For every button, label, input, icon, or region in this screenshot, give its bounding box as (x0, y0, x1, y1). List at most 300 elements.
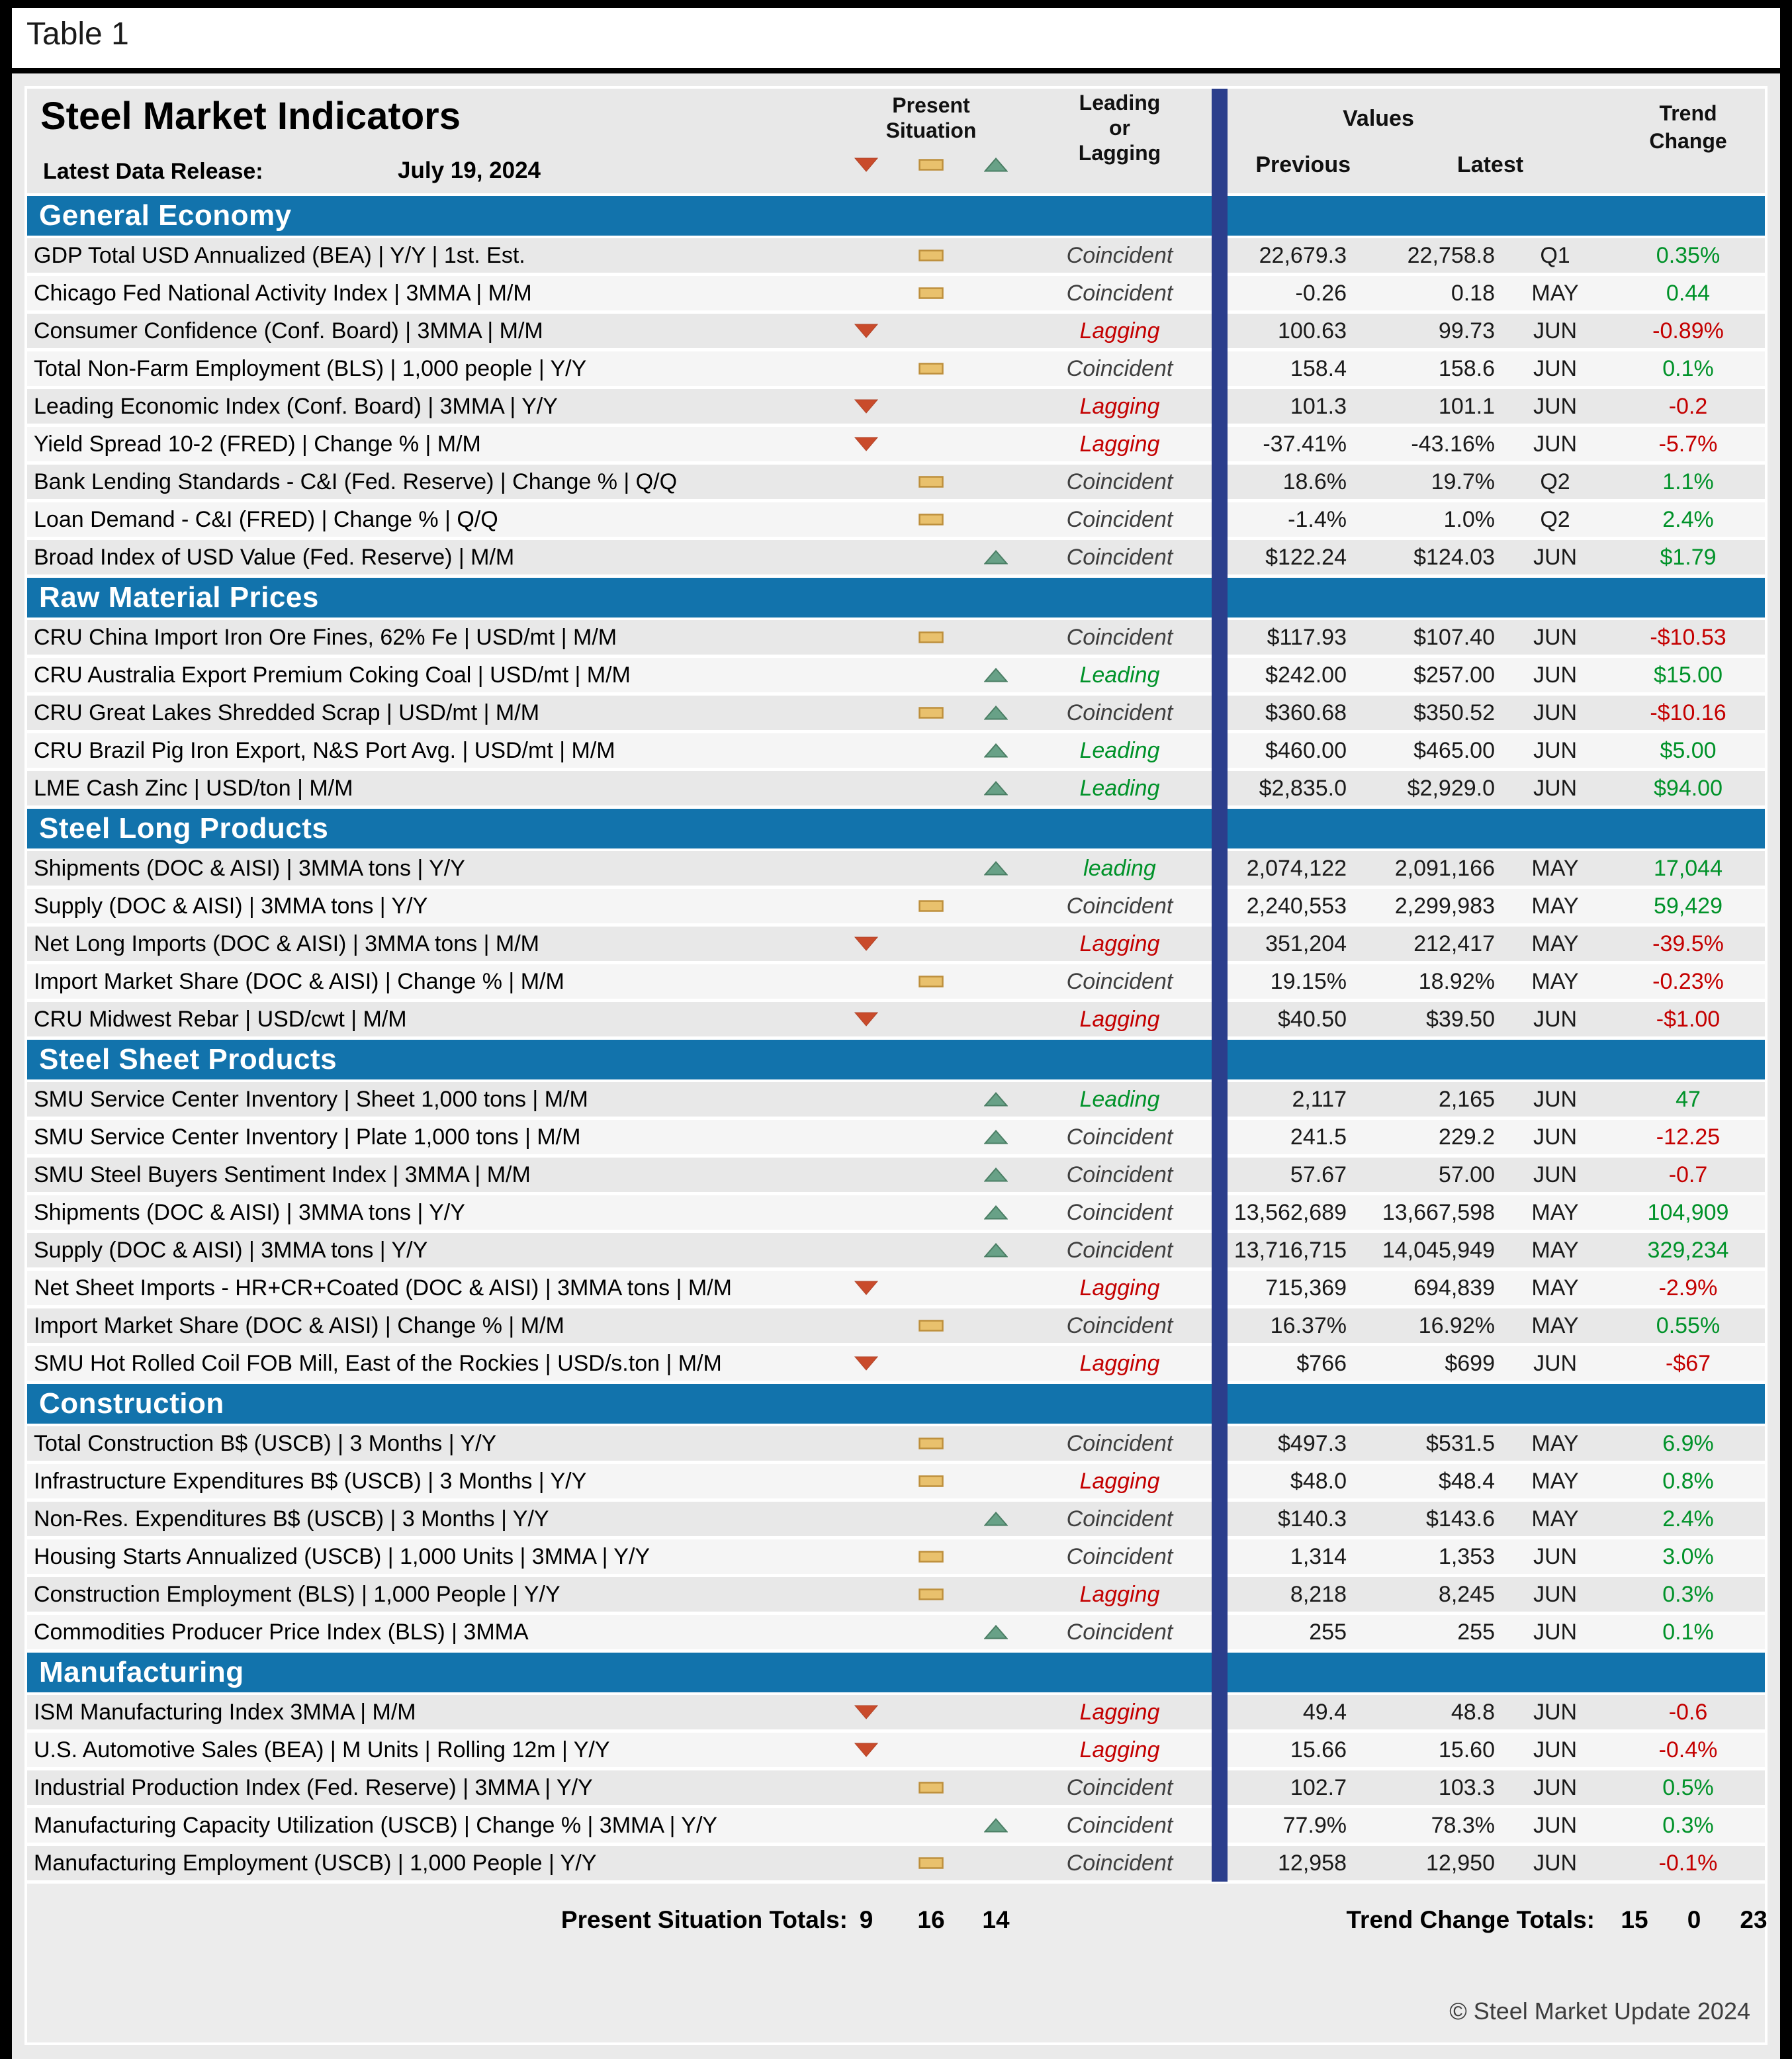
previous-value: -0.26 (1295, 280, 1347, 306)
leading-lagging-value: Coincident (1066, 355, 1173, 381)
previous-value: 18.6% (1282, 469, 1347, 494)
trend-totals-flat: 0 (1687, 1906, 1701, 1933)
trend-change-value: $94.00 (1654, 775, 1723, 801)
up-arrow-icon (984, 781, 1008, 796)
legend-up-icon-slot (984, 158, 1008, 172)
indicator-name: SMU Hot Rolled Coil FOB Mill, East of the Rockies | USD/s.ton | M/M (34, 1350, 722, 1376)
trend-change-value: 0.55% (1656, 1312, 1721, 1338)
leading-lagging-value: Coincident (1066, 700, 1173, 725)
trend-change-value: -39.5% (1652, 931, 1724, 956)
period-value: MAY (1531, 1275, 1579, 1301)
latest-value: -43.16% (1411, 431, 1495, 457)
table-row (27, 1426, 1765, 1461)
flat-dash-icon (918, 1782, 944, 1794)
trend-change-value: 59,429 (1654, 893, 1723, 919)
up-arrow-icon (984, 1167, 1008, 1182)
trend-change-value: 17,044 (1654, 855, 1723, 881)
latest-value: 103.3 (1438, 1774, 1495, 1800)
latest-value: $143.6 (1426, 1506, 1495, 1532)
period-value: JUN (1533, 431, 1578, 457)
table-row (27, 1271, 1765, 1305)
flat-dash-icon (918, 476, 944, 488)
leading-lagging-value: Coincident (1066, 506, 1173, 532)
leading-lagging-value: Lagging (1079, 1006, 1160, 1032)
section-title: Construction (39, 1387, 224, 1420)
present-situation-flat-cell (898, 1475, 964, 1487)
trend-change-value: -0.89% (1652, 318, 1724, 343)
trend-change-value: 0.1% (1662, 355, 1714, 381)
period-value: JUN (1533, 662, 1578, 688)
trend-change-value: 1.1% (1662, 469, 1714, 494)
period-value: JUN (1533, 1699, 1578, 1725)
leading-lagging-value: Lagging (1079, 318, 1160, 343)
up-arrow-icon (984, 1205, 1008, 1220)
previous-value: 241.5 (1290, 1124, 1347, 1150)
leading-lagging-value: Leading (1079, 775, 1160, 801)
trend-change-value: 0.35% (1656, 242, 1721, 268)
present-situation-up-cell (964, 1818, 1028, 1833)
leading-lagging-value: Leading (1079, 1086, 1160, 1112)
trend-change-value: -$10.53 (1650, 624, 1726, 650)
down-arrow-icon (854, 1012, 878, 1027)
present-situation-down-cell (834, 1012, 898, 1027)
trend-totals-up: 23 (1740, 1906, 1768, 1933)
present-situation-up-cell (964, 668, 1028, 682)
previous-value: 12,958 (1278, 1850, 1347, 1876)
previous-value: 16.37% (1270, 1312, 1347, 1338)
latest-value: 2,299,983 (1394, 893, 1495, 919)
indicator-name: Construction Employment (BLS) | 1,000 People | Y/Y (34, 1581, 560, 1607)
page-background (12, 73, 1780, 2059)
period-value: MAY (1531, 280, 1579, 306)
flat-dash-icon (918, 976, 944, 987)
up-arrow-icon (984, 158, 1008, 172)
leading-lagging-value: Lagging (1079, 431, 1160, 457)
previous-value: 49.4 (1302, 1699, 1347, 1725)
table-row (27, 1346, 1765, 1381)
table-row (27, 1577, 1765, 1612)
table-row (27, 465, 1765, 499)
table-row (27, 1695, 1765, 1729)
period-value: JUN (1533, 1124, 1578, 1150)
section-header-bar (27, 809, 1765, 848)
latest-value: $465.00 (1413, 737, 1495, 763)
leading-lagging-value: Lagging (1079, 1350, 1160, 1376)
leading-lagging-value: Coincident (1066, 1543, 1173, 1569)
present-situation-up-cell (964, 1625, 1028, 1639)
table-row (27, 238, 1765, 273)
trend-change-value: -0.6 (1668, 1699, 1708, 1725)
previous-value: $360.68 (1265, 700, 1347, 725)
previous-value: 101.3 (1290, 393, 1347, 419)
period-value: JUN (1533, 1850, 1578, 1876)
indicator-name: Shipments (DOC & AISI) | 3MMA tons | Y/Y (34, 1199, 465, 1225)
period-value: MAY (1531, 1237, 1579, 1263)
previous-value: 13,716,715 (1233, 1237, 1347, 1263)
indicator-name: Commodities Producer Price Index (BLS) | 3MMA (34, 1619, 529, 1645)
previous-value: 2,240,553 (1246, 893, 1347, 919)
period-value: JUN (1533, 544, 1578, 570)
indicator-name: SMU Service Center Inventory | Plate 1,000 tons | M/M (34, 1124, 581, 1150)
period-value: Q2 (1540, 469, 1570, 494)
section-rows (27, 620, 1765, 805)
trend-change-value: 2.4% (1662, 506, 1714, 532)
trend-change-value: $15.00 (1654, 662, 1723, 688)
trend-change-value: -0.23% (1652, 968, 1724, 994)
previous-value: 351,204 (1265, 931, 1347, 956)
period-value: JUN (1533, 1581, 1578, 1607)
copyright-notice: © Steel Market Update 2024 (1449, 1997, 1750, 2025)
previous-value: $460.00 (1265, 737, 1347, 763)
latest-value: 22,758.8 (1407, 242, 1495, 268)
period-value: MAY (1531, 968, 1579, 994)
present-situation-down-cell (834, 1356, 898, 1371)
previous-value: 19.15% (1270, 968, 1347, 994)
present-situation-flat-cell (898, 476, 964, 488)
latest-value: 158.6 (1438, 355, 1495, 381)
flat-dash-icon (918, 707, 944, 719)
values-divider-bar (1212, 89, 1228, 1882)
previous-value: 100.63 (1278, 318, 1347, 343)
latest-value: $107.40 (1413, 624, 1495, 650)
down-arrow-icon (854, 937, 878, 951)
present-situation-up-cell (964, 550, 1028, 565)
latest-value: $2,929.0 (1407, 775, 1495, 801)
latest-value: 694,839 (1413, 1275, 1495, 1301)
leading-lagging-value: Lagging (1079, 1737, 1160, 1762)
page-title: Steel Market Indicators (40, 95, 461, 138)
release-label: Latest Data Release: (43, 159, 263, 184)
present-situation-flat-cell (898, 1588, 964, 1600)
flat-dash-icon (918, 287, 944, 299)
indicator-name: ISM Manufacturing Index 3MMA | M/M (34, 1699, 416, 1725)
section-rows (27, 1695, 1765, 1880)
leading-lagging-value: Coincident (1066, 1312, 1173, 1338)
down-arrow-icon (854, 1281, 878, 1295)
trend-change-value: -2.9% (1658, 1275, 1718, 1301)
flat-dash-icon (918, 1475, 944, 1487)
period-value: JUN (1533, 775, 1578, 801)
indicator-name: SMU Steel Buyers Sentiment Index | 3MMA | M/M (34, 1162, 531, 1187)
sections-root (27, 196, 1765, 1880)
period-value: JUN (1533, 737, 1578, 763)
section-title: Manufacturing (39, 1656, 244, 1688)
trend-change-value: -0.7 (1668, 1162, 1708, 1187)
indicator-name: CRU Great Lakes Shredded Scrap | USD/mt | M/M (34, 700, 540, 725)
period-value: JUN (1533, 624, 1578, 650)
period-value: JUN (1533, 1737, 1578, 1762)
table-row (27, 502, 1765, 537)
trend-change-value: 0.1% (1662, 1619, 1714, 1645)
release-date: July 19, 2024 (398, 158, 541, 183)
up-arrow-icon (984, 668, 1008, 682)
indicator-name: Supply (DOC & AISI) | 3MMA tons | Y/Y (34, 893, 428, 919)
section-title: Steel Sheet Products (39, 1043, 337, 1075)
trend-change-value: 0.3% (1662, 1812, 1714, 1838)
latest-value: 229.2 (1438, 1124, 1495, 1150)
latest-value: 255 (1457, 1619, 1495, 1645)
period-value: JUN (1533, 318, 1578, 343)
trend-change-value: 3.0% (1662, 1543, 1714, 1569)
top-rule (12, 68, 1780, 73)
latest-value: 2,091,166 (1394, 855, 1495, 881)
indicator-name: Net Long Imports (DOC & AISI) | 3MMA tons | M/M (34, 931, 539, 956)
indicator-name: Non-Res. Expenditures B$ (USCB) | 3 Months | Y/Y (34, 1506, 549, 1532)
table-label: Table 1 (26, 17, 129, 52)
table-row (27, 1233, 1765, 1267)
leading-lagging-value: Lagging (1079, 1468, 1160, 1494)
table-row (27, 889, 1765, 923)
period-value: MAY (1531, 1312, 1579, 1338)
table-row (27, 1158, 1765, 1192)
down-arrow-icon (854, 324, 878, 338)
down-arrow-icon (854, 158, 878, 172)
period-value: MAY (1531, 931, 1579, 956)
present-situation-totals-label: Present Situation Totals: (560, 1906, 848, 1933)
table-row (27, 1120, 1765, 1154)
column-header-present-situation: Present Situation (885, 93, 977, 142)
table-row (27, 964, 1765, 999)
section-header-bar (27, 1653, 1765, 1692)
trend-change-value: -5.7% (1658, 431, 1718, 457)
latest-value: $257.00 (1413, 662, 1495, 688)
leading-lagging-value: Lagging (1079, 1699, 1160, 1725)
period-value: MAY (1531, 855, 1579, 881)
previous-value: 255 (1309, 1619, 1347, 1645)
present-situation-up-cell (964, 1512, 1028, 1526)
leading-lagging-value: Coincident (1066, 1850, 1173, 1876)
present-totals-down: 9 (859, 1906, 874, 1933)
leading-lagging-value: Coincident (1066, 1774, 1173, 1800)
present-situation-flat-cell (898, 976, 964, 987)
column-header-leading-or-lagging: Leading or Lagging (1078, 91, 1161, 165)
leading-lagging-value: Coincident (1066, 1237, 1173, 1263)
table-section (27, 1040, 1765, 1381)
section-rows (27, 1082, 1765, 1381)
flat-dash-icon (918, 1588, 944, 1600)
present-situation-down-cell (834, 1743, 898, 1757)
trend-change-value: 0.3% (1662, 1581, 1714, 1607)
trend-change-value: 0.44 (1666, 280, 1711, 306)
flat-dash-icon (918, 250, 944, 261)
trend-totals-down: 15 (1621, 1906, 1648, 1933)
present-situation-flat-cell (898, 363, 964, 375)
latest-value: 1.0% (1443, 506, 1495, 532)
table-row (27, 1539, 1765, 1574)
previous-value: 2,074,122 (1246, 855, 1347, 881)
leading-lagging-value: Coincident (1066, 1199, 1173, 1225)
present-situation-legend (834, 158, 1028, 172)
present-situation-up-cell (964, 1243, 1028, 1258)
up-arrow-icon (984, 550, 1008, 565)
present-situation-down-cell (834, 1281, 898, 1295)
period-value: JUN (1533, 1162, 1578, 1187)
latest-value: 18.92% (1418, 968, 1495, 994)
indicator-name: Loan Demand - C&I (FRED) | Change % | Q/Q (34, 506, 498, 532)
leading-lagging-value: Coincident (1066, 1162, 1173, 1187)
trend-change-value: -0.1% (1658, 1850, 1718, 1876)
previous-value: 22,679.3 (1259, 242, 1347, 268)
table-row (27, 1615, 1765, 1649)
table-row (27, 540, 1765, 574)
leading-lagging-value: Leading (1079, 737, 1160, 763)
table-section (27, 1384, 1765, 1649)
table-section (27, 196, 1765, 574)
period-value: JUN (1533, 1812, 1578, 1838)
table-section (27, 1653, 1765, 1880)
indicator-name: Consumer Confidence (Conf. Board) | 3MMA | M/M (34, 318, 543, 343)
table-row (27, 658, 1765, 692)
trend-change-value: $1.79 (1660, 544, 1717, 570)
section-title: Raw Material Prices (39, 581, 319, 614)
trend-change-value: 6.9% (1662, 1430, 1714, 1456)
up-arrow-icon (984, 1243, 1008, 1258)
present-situation-flat-cell (898, 1320, 964, 1332)
table-row (27, 927, 1765, 961)
period-value: MAY (1531, 1430, 1579, 1456)
section-header-bar (27, 1040, 1765, 1079)
latest-value: 1,353 (1438, 1543, 1495, 1569)
latest-value: 13,667,598 (1382, 1199, 1495, 1225)
indicator-name: Import Market Share (DOC & AISI) | Change % | M/M (34, 968, 564, 994)
flat-dash-icon (918, 1857, 944, 1869)
present-situation-down-cell (834, 937, 898, 951)
indicator-name: Manufacturing Employment (USCB) | 1,000 People | Y/Y (34, 1850, 597, 1876)
leading-lagging-value: Coincident (1066, 242, 1173, 268)
indicator-name: Import Market Share (DOC & AISI) | Change % | M/M (34, 1312, 564, 1338)
previous-value: $48.0 (1290, 1468, 1347, 1494)
leading-lagging-value: Lagging (1079, 1581, 1160, 1607)
latest-value: 101.1 (1438, 393, 1495, 419)
present-situation-down-cell (834, 437, 898, 451)
previous-value: 15.66 (1290, 1737, 1347, 1762)
table-header (27, 89, 1765, 193)
indicator-name: CRU Midwest Rebar | USD/cwt | M/M (34, 1006, 407, 1032)
table-row (27, 1464, 1765, 1498)
leading-lagging-value: Coincident (1066, 1124, 1173, 1150)
totals-and-footer (27, 1884, 1768, 2042)
indicator-name: Broad Index of USD Value (Fed. Reserve) | M/M (34, 544, 515, 570)
trend-change-value: 47 (1676, 1086, 1701, 1112)
previous-value: $117.93 (1267, 624, 1347, 650)
table-row (27, 276, 1765, 310)
up-arrow-icon (984, 706, 1008, 720)
flat-dash-icon (918, 1438, 944, 1449)
table-row (27, 733, 1765, 768)
indicator-name: Manufacturing Capacity Utilization (USCB) | Change % | 3MMA | Y/Y (34, 1812, 718, 1838)
up-arrow-icon (984, 743, 1008, 758)
flat-dash-icon (918, 363, 944, 375)
indicator-name: GDP Total USD Annualized (BEA) | Y/Y | 1st. Est. (34, 242, 525, 268)
period-value: JUN (1533, 1543, 1578, 1569)
section-rows (27, 851, 1765, 1036)
present-situation-flat-cell (898, 707, 964, 719)
trend-change-value: 0.8% (1662, 1468, 1714, 1494)
table-row (27, 1733, 1765, 1767)
leading-lagging-value: Coincident (1066, 1430, 1173, 1456)
table-row (27, 1308, 1765, 1343)
trend-change-totals-label: Trend Change Totals: (1346, 1906, 1595, 1933)
table-row (27, 1770, 1765, 1805)
trend-change-value: -0.4% (1658, 1737, 1718, 1762)
table-row (27, 1082, 1765, 1117)
section-rows (27, 1426, 1765, 1649)
latest-value: 2,165 (1438, 1086, 1495, 1112)
trend-change-value: -0.2 (1668, 393, 1708, 419)
section-header-bar (27, 578, 1765, 618)
table-row (27, 1002, 1765, 1036)
column-header-trend-change: Trend Change (1649, 101, 1727, 153)
indicator-name: Supply (DOC & AISI) | 3MMA tons | Y/Y (34, 1237, 428, 1263)
present-situation-flat-cell (898, 1782, 964, 1794)
indicator-name: Chicago Fed National Activity Index | 3MMA | M/M (34, 280, 532, 306)
down-arrow-icon (854, 437, 878, 451)
period-value: MAY (1531, 893, 1579, 919)
previous-value: $766 (1296, 1350, 1347, 1376)
period-value: JUN (1533, 700, 1578, 725)
present-situation-up-cell (964, 1167, 1028, 1182)
table-row (27, 1846, 1765, 1880)
previous-value: 102.7 (1290, 1774, 1347, 1800)
leading-lagging-value: Lagging (1079, 931, 1160, 956)
previous-value: 77.9% (1282, 1812, 1347, 1838)
table-section (27, 578, 1765, 805)
indicator-name: CRU Brazil Pig Iron Export, N&S Port Avg. | USD/mt | M/M (34, 737, 615, 763)
table-section (27, 809, 1765, 1036)
period-value: JUN (1533, 393, 1578, 419)
previous-value: 1,314 (1290, 1543, 1347, 1569)
present-situation-up-cell (964, 861, 1028, 876)
leading-lagging-value: Coincident (1066, 1619, 1173, 1645)
up-arrow-icon (984, 1512, 1008, 1526)
indicator-name: U.S. Automotive Sales (BEA) | M Units | Rolling 12m | Y/Y (34, 1737, 610, 1762)
table-row (27, 1502, 1765, 1536)
table-row (27, 771, 1765, 805)
present-situation-flat-cell (898, 1857, 964, 1869)
indicator-name: Housing Starts Annualized (USCB) | 1,000 Units | 3MMA | Y/Y (34, 1543, 650, 1569)
indicator-name: CRU Australia Export Premium Coking Coal | USD/mt | M/M (34, 662, 631, 688)
latest-value: $350.52 (1413, 700, 1495, 725)
table-row (27, 389, 1765, 424)
trend-change-value: -$67 (1665, 1350, 1711, 1376)
present-situation-down-cell (834, 324, 898, 338)
table-row (27, 851, 1765, 886)
table-row (27, 1808, 1765, 1843)
flat-dash-icon (918, 1551, 944, 1563)
flat-dash-icon (918, 631, 944, 643)
present-situation-up-cell (964, 1130, 1028, 1144)
previous-value: $40.50 (1278, 1006, 1347, 1032)
legend-down-icon-slot (854, 158, 878, 172)
indicator-name: Total Non-Farm Employment (BLS) | 1,000 people | Y/Y (34, 355, 587, 381)
flat-dash-icon (918, 514, 944, 526)
latest-value: 57.00 (1438, 1162, 1495, 1187)
present-totals-flat: 16 (917, 1906, 945, 1933)
section-header-bar (27, 1384, 1765, 1424)
leading-lagging-value: Coincident (1066, 1506, 1173, 1532)
up-arrow-icon (984, 1092, 1008, 1107)
latest-value: 8,245 (1438, 1581, 1495, 1607)
indicator-name: Total Construction B$ (USCB) | 3 Months | Y/Y (34, 1430, 497, 1456)
previous-value: $140.3 (1278, 1506, 1347, 1532)
leading-lagging-value: Coincident (1066, 469, 1173, 494)
trend-change-value: 329,234 (1647, 1237, 1729, 1263)
present-situation-down-cell (834, 399, 898, 414)
period-value: MAY (1531, 1468, 1579, 1494)
period-value: JUN (1533, 1086, 1578, 1112)
present-situation-up-cell (964, 781, 1028, 796)
present-situation-flat-cell (898, 1438, 964, 1449)
